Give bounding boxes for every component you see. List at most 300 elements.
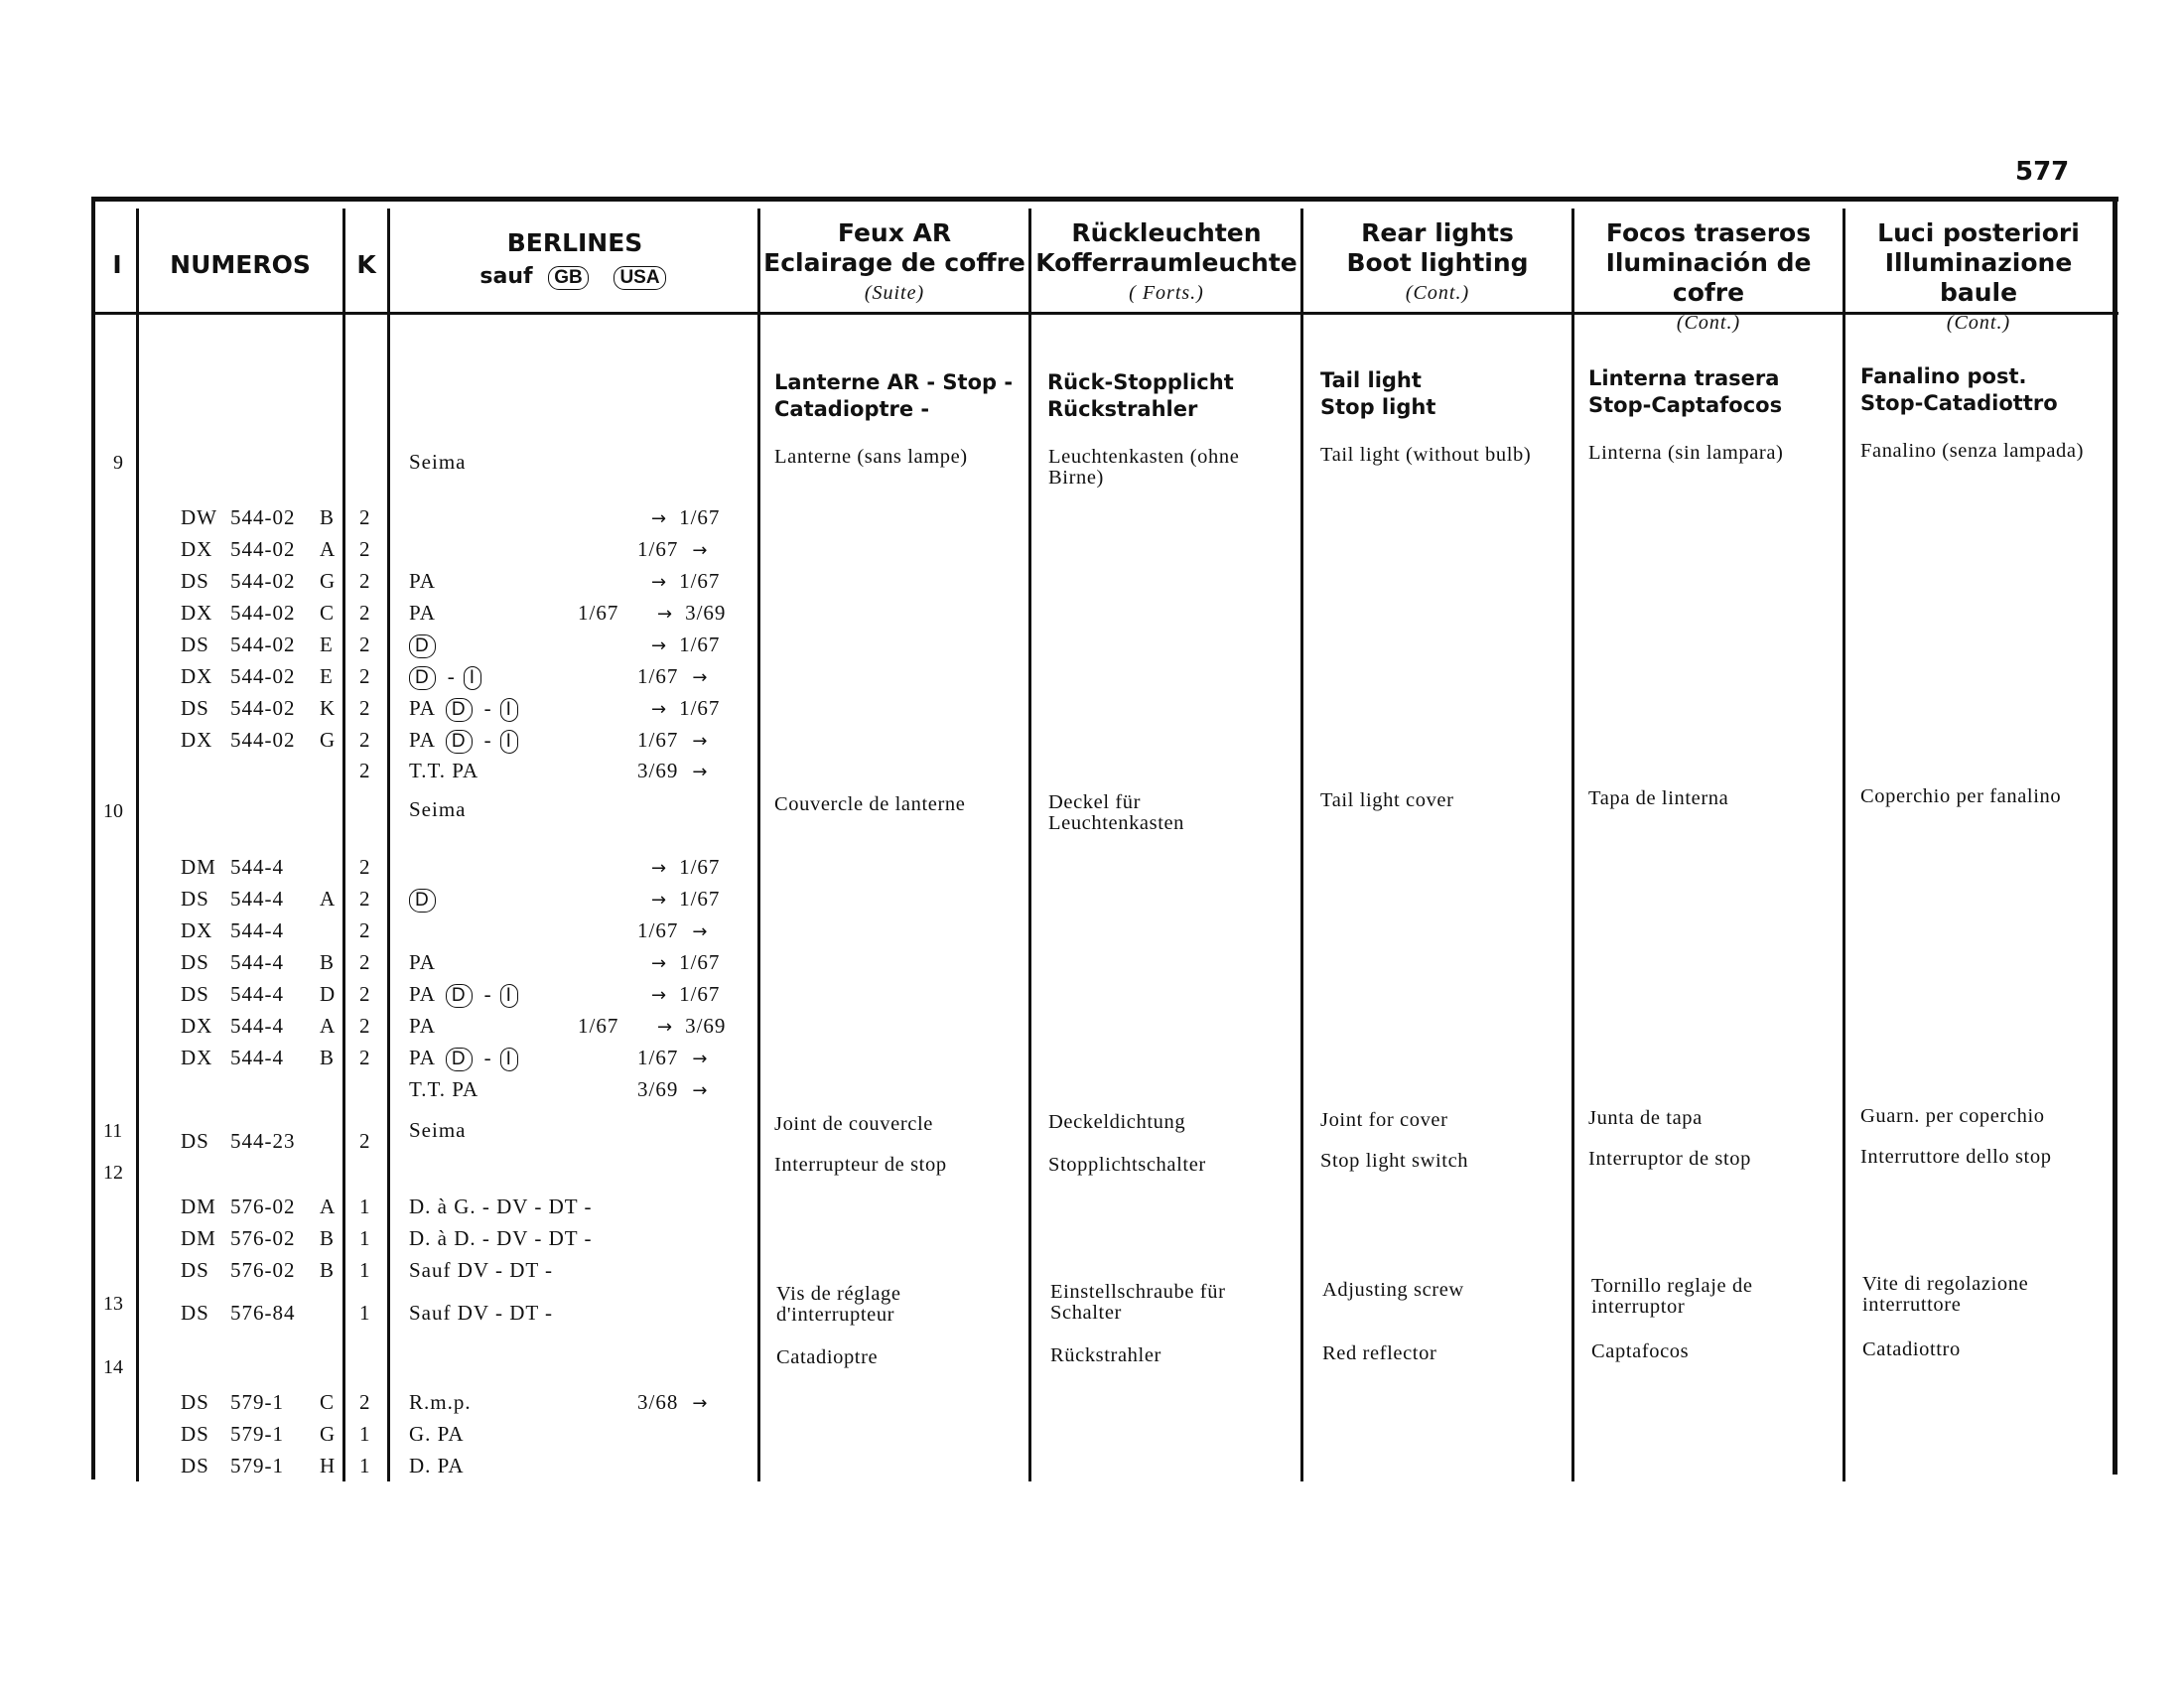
date-to-value: 1/67 [679, 696, 721, 720]
part-qty: 2 [359, 918, 371, 942]
arrow-icon: → [692, 540, 709, 561]
part-prefix: DX [181, 1014, 213, 1038]
arrow-icon: → [657, 1017, 674, 1038]
table-row [0, 918, 2184, 948]
date-to-value: 1/67 [679, 950, 721, 974]
part-applicability [409, 1422, 475, 1447]
part-qty: 1 [359, 1301, 371, 1325]
arrow-icon: → [692, 1393, 709, 1414]
table-row [0, 982, 2184, 1012]
date-to-value: 1/67 [679, 633, 721, 656]
applicability-text: Sauf DV - DT - [409, 1258, 554, 1282]
part-suffix: B [320, 1226, 336, 1250]
header-en-line2: Boot lighting [1346, 248, 1529, 277]
part-num: 544-23 [230, 1129, 296, 1153]
part-applicability [409, 1014, 446, 1039]
country-badge: D [446, 730, 473, 754]
date-from-value: 1/67 [637, 728, 679, 752]
badge-dash: - [483, 1046, 492, 1069]
part-prefix: DS [181, 1129, 209, 1153]
item-ref: 12 [103, 1162, 123, 1184]
section-heading-fr: Lanterne AR - Stop - Catadioptre - [774, 370, 1014, 421]
country-badge: D [446, 698, 473, 722]
desc-de: Rückstrahler [1050, 1344, 1161, 1366]
table-row [0, 728, 2184, 758]
date-from-value: 3/69 [637, 1077, 679, 1101]
header-it-line2: Illuminazione baule [1884, 248, 2073, 307]
part-number [181, 1077, 320, 1102]
desc-es: Linterna (sin lampara) [1588, 442, 1784, 464]
applicability-text: PA [409, 601, 436, 625]
applicability-text: T.T. PA [409, 1077, 479, 1101]
part-num: 579-1 [230, 1454, 284, 1477]
col-divider-numeros [342, 209, 345, 1481]
desc-fr: Catadioptre [776, 1346, 879, 1368]
header-fr-line3: (Suite) [864, 282, 925, 304]
part-num: 544-4 [230, 950, 284, 974]
applicability-text: D. à D. - DV - DT - [409, 1226, 593, 1250]
part-applicability [409, 1301, 563, 1326]
table-row [0, 1129, 2184, 1159]
part-number [181, 1390, 335, 1415]
part-suffix: D [320, 982, 337, 1006]
part-qty: 2 [359, 505, 371, 529]
part-num: 544-02 [230, 569, 296, 593]
date-from [637, 759, 708, 783]
part-suffix: G [320, 569, 337, 593]
part-qty: 2 [359, 664, 371, 688]
part-applicability [409, 664, 485, 690]
desc-it: Catadiottro [1862, 1338, 1961, 1360]
part-prefix: DS [181, 1454, 209, 1477]
date-to-value: 1/67 [679, 569, 721, 593]
part-qty: 1 [359, 1226, 371, 1250]
desc-de: Einstellschraube für Schalter [1050, 1281, 1226, 1324]
item-ref: 14 [103, 1356, 123, 1378]
part-num: 544-02 [230, 633, 296, 656]
table-row [0, 1226, 2184, 1256]
desc-it: Coperchio per fanalino [1860, 785, 2062, 807]
date-from [637, 728, 708, 753]
part-applicability [409, 633, 440, 658]
item-app: Seima [409, 450, 467, 474]
part-prefix: DS [181, 1258, 209, 1282]
arrow-icon: → [651, 508, 668, 529]
part-suffix: A [320, 887, 337, 911]
part-qty: 2 [359, 982, 371, 1006]
desc-it: Guarn. per coperchio [1860, 1105, 2045, 1127]
part-num: 544-4 [230, 855, 284, 879]
table-row [0, 759, 2184, 788]
part-number [181, 728, 336, 753]
desc-en: Adjusting screw [1322, 1279, 1464, 1301]
table-row [0, 855, 2184, 885]
part-prefix: DX [181, 728, 213, 752]
part-suffix: B [320, 1258, 336, 1282]
part-prefix: DS [181, 696, 209, 720]
table-row [0, 696, 2184, 726]
part-prefix: DX [181, 1046, 213, 1069]
desc-en: Stop light switch [1320, 1150, 1469, 1172]
arrow-icon: → [651, 572, 668, 593]
applicability-text: D. PA [409, 1454, 465, 1477]
desc-fr: Couvercle de lanterne [774, 793, 966, 815]
part-applicability [409, 1195, 602, 1219]
part-prefix: DS [181, 1301, 209, 1325]
part-qty: 1 [359, 1422, 371, 1446]
table-row [0, 633, 2184, 662]
part-num: 544-02 [230, 696, 296, 720]
date-from-value: 1/67 [637, 918, 679, 942]
desc-es: Captafocos [1591, 1340, 1690, 1362]
part-number [181, 759, 320, 783]
table-row [0, 887, 2184, 916]
desc-it: Fanalino (senza lampada) [1860, 440, 2085, 462]
section-heading-it: Fanalino post. Stop-Catadiottro [1860, 364, 2058, 415]
date-to-value: 3/69 [685, 1014, 727, 1038]
part-qty: 2 [359, 950, 371, 974]
country-badge: D [446, 1048, 473, 1071]
part-number [181, 1129, 320, 1154]
part-qty: 2 [359, 569, 371, 593]
part-number [181, 633, 334, 657]
part-suffix: C [320, 601, 336, 625]
part-qty: 2 [359, 728, 371, 752]
date-from [637, 537, 708, 562]
arrow-icon: → [692, 731, 709, 752]
part-qty: 2 [359, 1046, 371, 1069]
date-to-value: 1/67 [679, 982, 721, 1006]
desc-en: Tail light cover [1320, 789, 1454, 811]
part-suffix: E [320, 633, 334, 656]
table-row [0, 1014, 2184, 1044]
part-applicability [409, 1258, 563, 1283]
part-suffix: A [320, 1014, 337, 1038]
header-fr-line1: Feux AR [837, 218, 952, 247]
part-suffix: H [320, 1454, 337, 1477]
desc-fr: Vis de réglage d'interrupteur [776, 1283, 901, 1326]
date-to-value: 3/69 [685, 601, 727, 625]
part-suffix: G [320, 1422, 337, 1446]
country-badge: I [500, 730, 518, 754]
date-to-value: 1/67 [679, 887, 721, 911]
item-ref: 10 [103, 800, 123, 822]
item-ref: 11 [103, 1120, 123, 1142]
header-es-line2: Iluminación de cofre [1605, 248, 1812, 307]
country-badge: D [409, 666, 436, 690]
part-number [181, 505, 335, 530]
country-badge: D [446, 984, 473, 1008]
date-from [578, 1014, 618, 1039]
date-from [578, 601, 618, 626]
header-en-line3: (Cont.) [1405, 282, 1470, 304]
table-row [0, 1454, 2184, 1483]
badge-dash: - [483, 982, 492, 1006]
part-number [181, 569, 336, 594]
part-prefix: DM [181, 1226, 216, 1250]
applicability-text: Sauf DV - DT - [409, 1301, 554, 1325]
table-top-border [91, 197, 2118, 202]
date-to-value: 1/67 [679, 855, 721, 879]
part-prefix: DS [181, 982, 209, 1006]
applicability-text: PA [409, 982, 436, 1006]
desc-de: Leuchtenkasten (ohne Birne) [1048, 446, 1240, 489]
date-from-value: 1/67 [578, 601, 619, 625]
part-applicability [409, 1390, 481, 1415]
part-suffix: B [320, 1046, 336, 1069]
date-to [651, 982, 720, 1007]
part-prefix: DS [181, 887, 209, 911]
part-prefix: DM [181, 1195, 216, 1218]
part-prefix: DS [181, 1422, 209, 1446]
section-heading-de: Rück-Stopplicht Rückstrahler [1047, 370, 1234, 421]
col-divider-es [1843, 209, 1845, 1481]
col-divider-berlines [757, 209, 760, 1481]
part-qty: 2 [359, 1014, 371, 1038]
part-applicability [409, 1454, 475, 1478]
table-row [0, 950, 2184, 980]
part-applicability [409, 1226, 602, 1251]
date-from-value: 1/67 [637, 1046, 679, 1069]
part-num: 576-02 [230, 1258, 296, 1282]
part-applicability [409, 601, 446, 626]
part-num: 576-02 [230, 1226, 296, 1250]
applicability-text: D. à G. - DV - DT - [409, 1195, 593, 1218]
date-to [651, 950, 720, 975]
part-num: 544-4 [230, 918, 284, 942]
header-fr-line2: Eclairage de coffre [763, 248, 1025, 277]
date-from [637, 1077, 708, 1102]
part-suffix: G [320, 728, 337, 752]
desc-en: Red reflector [1322, 1342, 1437, 1364]
table-row [0, 601, 2184, 631]
arrow-icon: → [651, 953, 668, 974]
berlines-title: BERLINES [506, 228, 643, 257]
item-app: Seima [409, 797, 467, 821]
header-lang-de [1032, 218, 1300, 308]
date-from-value: 3/69 [637, 759, 679, 782]
badge-dash: - [447, 664, 456, 688]
table-row [0, 505, 2184, 535]
part-num: 544-02 [230, 505, 296, 529]
part-qty: 2 [359, 633, 371, 656]
header-lang-fr [761, 218, 1027, 308]
date-to [651, 505, 720, 530]
header-de-line1: Rückleuchten [1071, 218, 1262, 247]
arrow-icon: → [657, 604, 674, 625]
part-qty: 2 [359, 887, 371, 911]
part-num: 576-84 [230, 1301, 296, 1325]
part-number [181, 918, 320, 943]
part-qty: 2 [359, 759, 371, 782]
part-number [181, 855, 320, 880]
part-prefix: DX [181, 664, 213, 688]
applicability-text: R.m.p. [409, 1390, 472, 1414]
part-num: 544-4 [230, 887, 284, 911]
desc-de: Deckeldichtung [1048, 1111, 1186, 1133]
country-badge: I [500, 1048, 518, 1071]
part-number [181, 601, 335, 626]
table-row [0, 1390, 2184, 1420]
part-applicability [409, 728, 522, 754]
usa-badge: USA [614, 266, 665, 290]
desc-fr: Lanterne (sans lampe) [774, 446, 968, 468]
part-prefix: DX [181, 601, 213, 625]
header-col-numeros: NUMEROS [170, 250, 311, 279]
desc-de: Stopplichtschalter [1048, 1154, 1206, 1176]
table-row [0, 1422, 2184, 1452]
arrow-icon: → [651, 890, 668, 911]
part-prefix: DS [181, 1390, 209, 1414]
part-qty: 1 [359, 1454, 371, 1477]
date-to [651, 696, 720, 721]
col-divider-de [1300, 209, 1303, 1481]
part-applicability [409, 982, 522, 1008]
table-row [0, 1046, 2184, 1075]
applicability-text: G. PA [409, 1422, 465, 1446]
badge-dash: - [483, 696, 492, 720]
part-qty: 2 [359, 1129, 371, 1153]
part-suffix: A [320, 537, 337, 561]
header-en-line1: Rear lights [1361, 218, 1514, 247]
section-heading-es: Linterna trasera Stop-Captafocos [1588, 366, 1783, 417]
applicability-text: PA [409, 696, 436, 720]
col-divider-k [387, 209, 390, 1481]
applicability-text: PA [409, 1014, 436, 1038]
applicability-text: PA [409, 569, 436, 593]
part-number [181, 664, 334, 689]
date-to [651, 633, 720, 657]
desc-fr: Interrupteur de stop [774, 1154, 947, 1176]
desc-es: Interruptor de stop [1588, 1148, 1751, 1170]
part-suffix: A [320, 1195, 337, 1218]
desc-es: Junta de tapa [1588, 1107, 1703, 1129]
date-from-value: 3/68 [637, 1390, 679, 1414]
header-lang-it [1845, 218, 2112, 338]
arrow-icon: → [692, 667, 709, 688]
arrow-icon: → [651, 858, 668, 879]
part-number [181, 1195, 336, 1219]
part-qty: 1 [359, 1195, 371, 1218]
desc-es: Tornillo reglaje de interruptor [1591, 1275, 1753, 1318]
col-divider-i [136, 209, 139, 1481]
part-suffix: C [320, 1390, 336, 1414]
part-number [181, 1046, 335, 1070]
part-num: 579-1 [230, 1390, 284, 1414]
part-number [181, 696, 336, 721]
part-number [181, 1422, 336, 1447]
table-row [0, 1077, 2184, 1107]
part-suffix: K [320, 696, 337, 720]
date-to-value: 1/67 [679, 505, 721, 529]
part-num: 544-02 [230, 537, 296, 561]
part-suffix: B [320, 505, 336, 529]
part-num: 544-4 [230, 982, 284, 1006]
part-prefix: DW [181, 505, 217, 529]
item-ref: 9 [113, 452, 123, 474]
part-applicability [409, 1046, 522, 1071]
part-qty: 2 [359, 855, 371, 879]
date-from-value: 1/67 [637, 537, 679, 561]
table-row [0, 569, 2184, 599]
desc-fr: Joint de couvercle [774, 1113, 933, 1135]
part-num: 544-02 [230, 601, 296, 625]
part-prefix: DM [181, 855, 216, 879]
table-row [0, 1301, 2184, 1331]
header-it-line1: Luci posteriori [1877, 218, 2080, 247]
header-de-line2: Kofferraumleuchte [1035, 248, 1297, 277]
date-from [637, 918, 708, 943]
part-number [181, 887, 336, 912]
part-number [181, 1454, 336, 1478]
badge-dash: - [483, 728, 492, 752]
part-number [181, 1301, 320, 1326]
part-applicability [409, 759, 488, 783]
part-num: 544-02 [230, 664, 296, 688]
part-applicability [409, 696, 522, 722]
header-es-line1: Focos traseros [1605, 218, 1812, 247]
date-from [637, 1390, 708, 1415]
berlines-sauf: sauf [479, 264, 533, 289]
desc-en: Tail light (without bulb) [1320, 444, 1532, 466]
part-applicability [409, 887, 440, 913]
item-app: Seima [409, 1118, 467, 1142]
part-number [181, 1258, 335, 1283]
part-applicability [409, 1077, 488, 1102]
section-heading-en: Tail light Stop light [1320, 368, 1436, 419]
table-row [0, 1258, 2184, 1288]
header-col-i: I [112, 250, 122, 279]
date-from-value: 1/67 [637, 664, 679, 688]
part-qty: 2 [359, 537, 371, 561]
header-col-k: K [356, 250, 376, 279]
part-prefix: DX [181, 537, 213, 561]
part-number [181, 1226, 335, 1251]
part-number [181, 950, 335, 975]
part-prefix: DX [181, 918, 213, 942]
country-badge: I [464, 666, 481, 690]
table-row [0, 537, 2184, 567]
part-number [181, 982, 336, 1007]
table-row [0, 1195, 2184, 1224]
item-ref: 13 [103, 1293, 123, 1315]
applicability-text: PA [409, 728, 436, 752]
country-badge: I [500, 698, 518, 722]
arrow-icon: → [651, 699, 668, 720]
desc-de: Deckel für Leuchtenkasten [1048, 791, 1185, 834]
country-badge: D [409, 889, 436, 913]
date-to [657, 601, 726, 626]
part-num: 579-1 [230, 1422, 284, 1446]
part-prefix: DS [181, 950, 209, 974]
country-badge: I [500, 984, 518, 1008]
part-number [181, 1014, 336, 1039]
part-applicability [409, 950, 446, 975]
arrow-icon: → [692, 921, 709, 942]
desc-es: Tapa de linterna [1588, 787, 1729, 809]
header-lang-en [1303, 218, 1571, 308]
country-badge: D [409, 634, 436, 658]
date-from [637, 1046, 708, 1070]
berlines-sauf-line [391, 262, 758, 292]
date-from-value: 1/67 [578, 1014, 619, 1038]
date-from [637, 664, 708, 689]
arrow-icon: → [692, 1080, 709, 1101]
date-to [651, 887, 720, 912]
part-qty: 1 [359, 1258, 371, 1282]
part-num: 544-4 [230, 1014, 284, 1038]
gb-badge: GB [548, 266, 589, 290]
